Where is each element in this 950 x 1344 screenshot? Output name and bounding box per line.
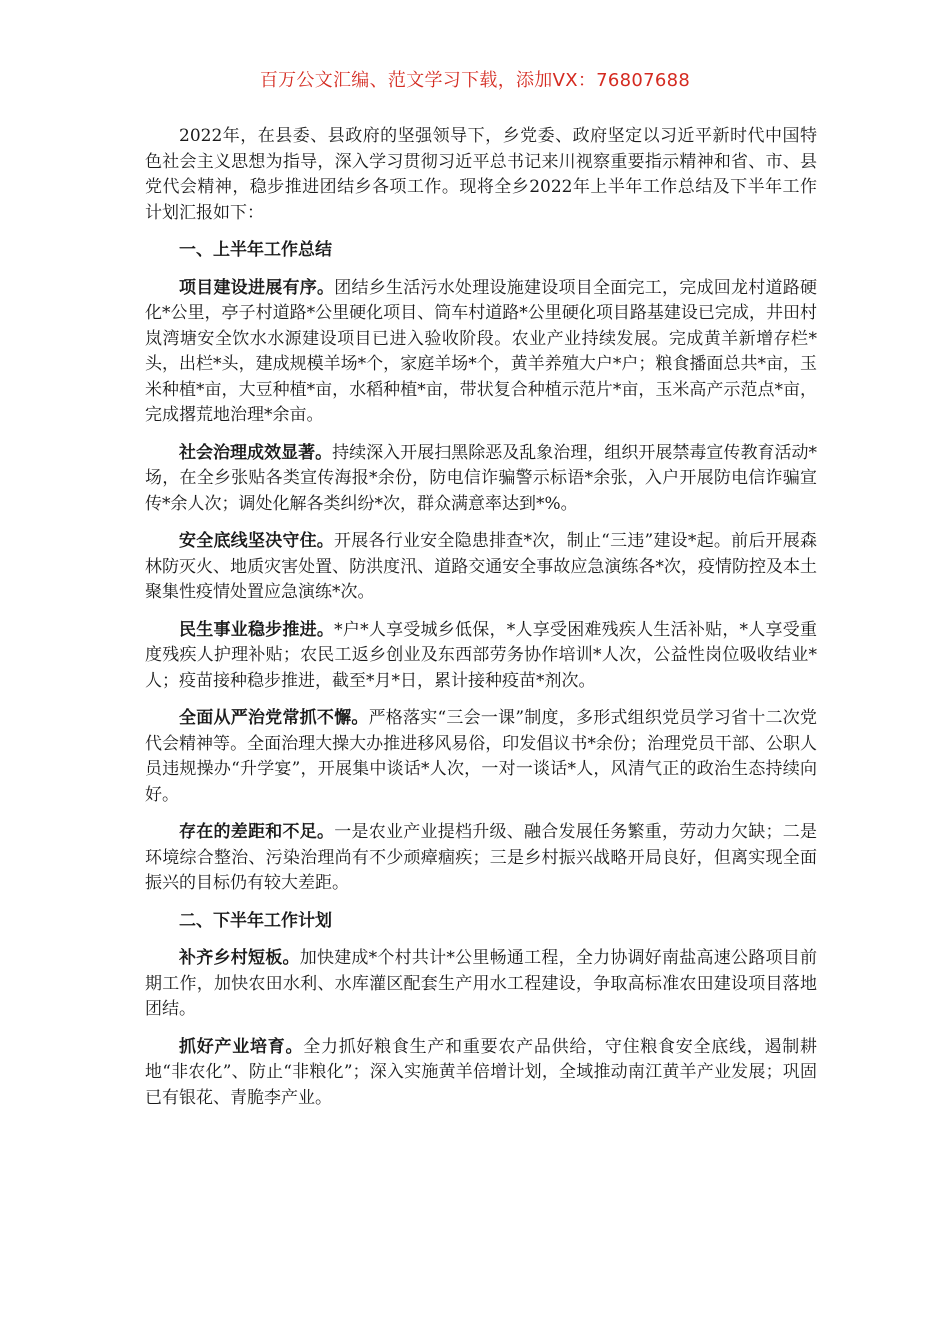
- paragraph-lead: 全面从严治党常抓不懈。: [179, 708, 369, 728]
- paragraph-rural-shortfalls: [145, 946, 817, 1023]
- document-body: [145, 124, 817, 1123]
- paragraph-lead: 民生事业稳步推进。: [179, 619, 335, 640]
- paragraph-lead: 补齐乡村短板。: [179, 948, 300, 968]
- paragraph-social-governance: [145, 441, 817, 518]
- section-heading-second-half: 二、下半年工作计划: [179, 910, 332, 931]
- paragraph-lead: 存在的差距和不足。: [179, 822, 335, 842]
- paragraph-lead: 抓好产业培育。: [179, 1036, 304, 1057]
- paragraph-lead: 安全底线坚决守住。: [179, 531, 335, 551]
- paragraph-body: 开展各行业安全隐患排查*次，制止“三违”建设*起。前后开展森林防灭火、地质灾害处置、防洪度汛、道路交通安全事故应急演练各*次，疫情防控及本土聚集性疫情处置应急演练*次。: [145, 531, 817, 602]
- paragraph-body: 一是农业产业提档升级、融合发展任务繁重，劳动力欠缺；二是环境综合整治、污染治理尚有不少顽瘴痼疾；三是乡村振兴战略开局良好，但离实现全面振兴的目标仍有较大差距。: [145, 822, 817, 893]
- paragraph-lead: 项目建设进展有序。: [179, 277, 335, 298]
- paragraph-body: 严格落实“三会一课”制度，多形式组织党员学习省十二次党代会精神等。全面治理大操大办推进移风易俗，印发倡议书*余份；治理党员干部、公职人员违规操办“升学宴”，开展集中谈话*人次，一对一谈话*人，风清气正的政治生态持续向好。: [145, 708, 817, 805]
- paragraph-industry-cultivation: [145, 1035, 817, 1112]
- paragraph-body: *户*人享受城乡低保，*人享受困难残疾人生活补贴，*人享受重度残疾人护理补贴；农民工返乡创业及东西部劳务协作培训*人次，公益性岗位吸收结业*人；疫苗接种稳步推进，截至*月*日，累计接种疫苗*剂次。: [145, 619, 818, 691]
- paragraph-party-governance: [145, 706, 817, 808]
- paragraph-livelihood: [145, 618, 817, 695]
- paragraph-shortcomings: [145, 820, 817, 897]
- watermark-banner: 百万公文汇编、范文学习下载，添加VX：76807688: [259, 70, 691, 91]
- paragraph-project-construction: [145, 276, 817, 429]
- paragraph-body: 持续深入开展扫黑除恶及乱象治理，组织开展禁毒宣传教育活动*场，在全乡张贴各类宣传海报*余份，防电信诈骗警示标语*余张，入户开展防电信诈骗宣传*余人次；调处化解各类纠纷*次，群众满意率达到*%。: [145, 442, 818, 514]
- paragraph-lead: 社会治理成效显著。: [179, 442, 333, 463]
- paragraph-body: 团结乡生活污水处理设施建设项目全面完工，完成回龙村道路硬化*公里，亭子村道路*公里硬化项目、筒车村道路*公里硬化项目路基建设已完成，井田村岚湾塘安全饮水水源建设项目已进入验收阶段。农业产业持续发展。完成黄羊新增存栏*头，出栏*头，建成规模羊场*个，家庭羊场*个，黄羊养殖大户*户；粮食播面总共*亩，玉米种植*亩，大豆种植*亩，水稻种植*亩，带状复合种植示范片*亩，玉米高产示范点*亩，完成撂荒地治理*余亩。: [145, 277, 817, 425]
- paragraph-safety: [145, 529, 817, 606]
- paragraph-body: 加快建成*个村共计*公里畅通工程，全力协调好南盐高速公路项目前期工作，加快农田水利、水库灌区配套生产用水工程建设，争取高标准农田建设项目落地团结。: [145, 948, 817, 1019]
- intro-paragraph: 2022年，在县委、县政府的坚强领导下，乡党委、政府坚定以习近平新时代中国特色社会主义思想为指导，深入学习贯彻习近平总书记来川视察重要指示精神和省、市、县党代会精神，稳步推进团结乡各项工作。现将全乡2022年上半年工作总结及下半年工作计划汇报如下：: [145, 126, 817, 223]
- paragraph-body: 全力抓好粮食生产和重要农产品供给，守住粮食安全底线，遏制耕地“非农化”、防止“非粮化”；深入实施黄羊倍增计划，全域推动南江黄羊产业发展；巩固已有银花、青脆李产业。: [145, 1036, 818, 1108]
- section-heading-first-half: 一、上半年工作总结: [179, 240, 332, 260]
